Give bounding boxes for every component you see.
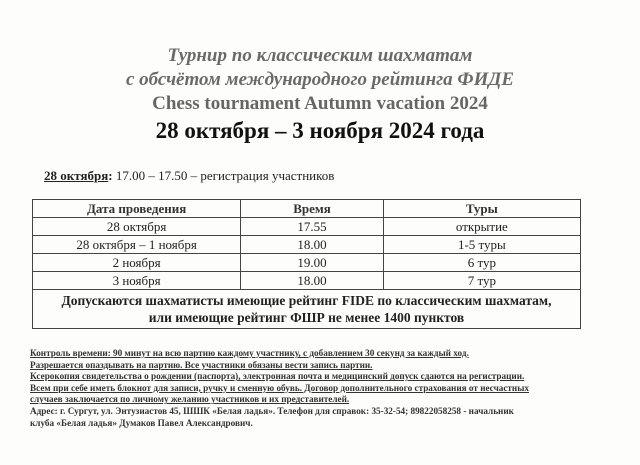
documents-note-3: случаев заключается по личному желанию участников и их представителей.: [30, 394, 350, 405]
registration-colon: :: [108, 168, 113, 183]
cell-date: 3 ноября: [33, 272, 241, 290]
header-date: Дата проведения: [33, 200, 241, 218]
cell-time: 18.00: [241, 272, 383, 290]
table-row: [33, 236, 581, 254]
registration-date: 28 октября: [44, 168, 109, 183]
cell-time: 17.55: [241, 218, 383, 236]
tournament-dates: 28 октября – 3 ноября 2024 года: [155, 118, 485, 143]
rules-notes: [30, 348, 600, 429]
table-header-row: [33, 200, 581, 218]
cell-date: 2 ноября: [33, 254, 241, 272]
cell-time: 18.00: [241, 236, 383, 254]
registration-line: [44, 168, 334, 184]
header-time: Время: [241, 200, 383, 218]
time-control-note: Контроль времени: 90 минут на всю партию каждому участнику, с добавлением 30 секунд за каждый ход.: [30, 348, 469, 358]
title-english: Chess tournament Autumn vacation 2024: [152, 93, 488, 114]
cell-rounds: открытие: [383, 218, 580, 236]
address-line-1: Адрес: г. Сургут, ул. Энтузиастов 45, ШШК «Белая ладья». Телефон для справок: 35-32-54; 89822058258 - начальник: [30, 405, 514, 416]
header-rounds: Туры: [383, 200, 580, 218]
table-row: [33, 218, 581, 236]
late-arrival-note: Разрешается опаздывать на партию. Все участники обязаны вести запись партии.: [30, 359, 373, 370]
documents-note-1: Ксерокопия свидетельства о рождении (паспорта), электронная почта и медицинский допуск сдаются на регистрации.: [30, 371, 525, 382]
eligibility-row: [33, 290, 581, 329]
title-line-2: с обсчётом международного рейтинга ФИДЕ: [125, 69, 515, 90]
table-row: [33, 272, 581, 290]
documents-note-2: Всем при себе иметь блокнот для записи, ручку и сменную обувь. Договор дополнительного страхования от несчастных: [30, 382, 529, 393]
cell-rounds: 1-5 туры: [383, 236, 580, 254]
table-row: [33, 254, 581, 272]
cell-rounds: 6 тур: [383, 254, 580, 272]
cell-date: 28 октября: [33, 218, 241, 236]
schedule-table: [32, 199, 581, 329]
address-line-2: клуба «Белая ладья» Думаков Павел Александрович.: [30, 417, 253, 428]
cell-date: 28 октября – 1 ноября: [33, 236, 241, 254]
title-line-1: Турнир по классическим шахматам: [167, 45, 473, 66]
eligibility-line-1: Допускаются шахматисты имеющие рейтинг FIDE по классическим шахматам,: [61, 293, 552, 308]
cell-rounds: 7 тур: [383, 272, 580, 290]
eligibility-line-2: или имеющие рейтинг ФШР не менее 1400 пунктов: [148, 310, 465, 325]
cell-time: 19.00: [241, 254, 383, 272]
eligibility-note: [33, 290, 581, 329]
title-block: [0, 44, 640, 146]
registration-text: 17.00 – 17.50 – регистрация участников: [112, 168, 335, 183]
